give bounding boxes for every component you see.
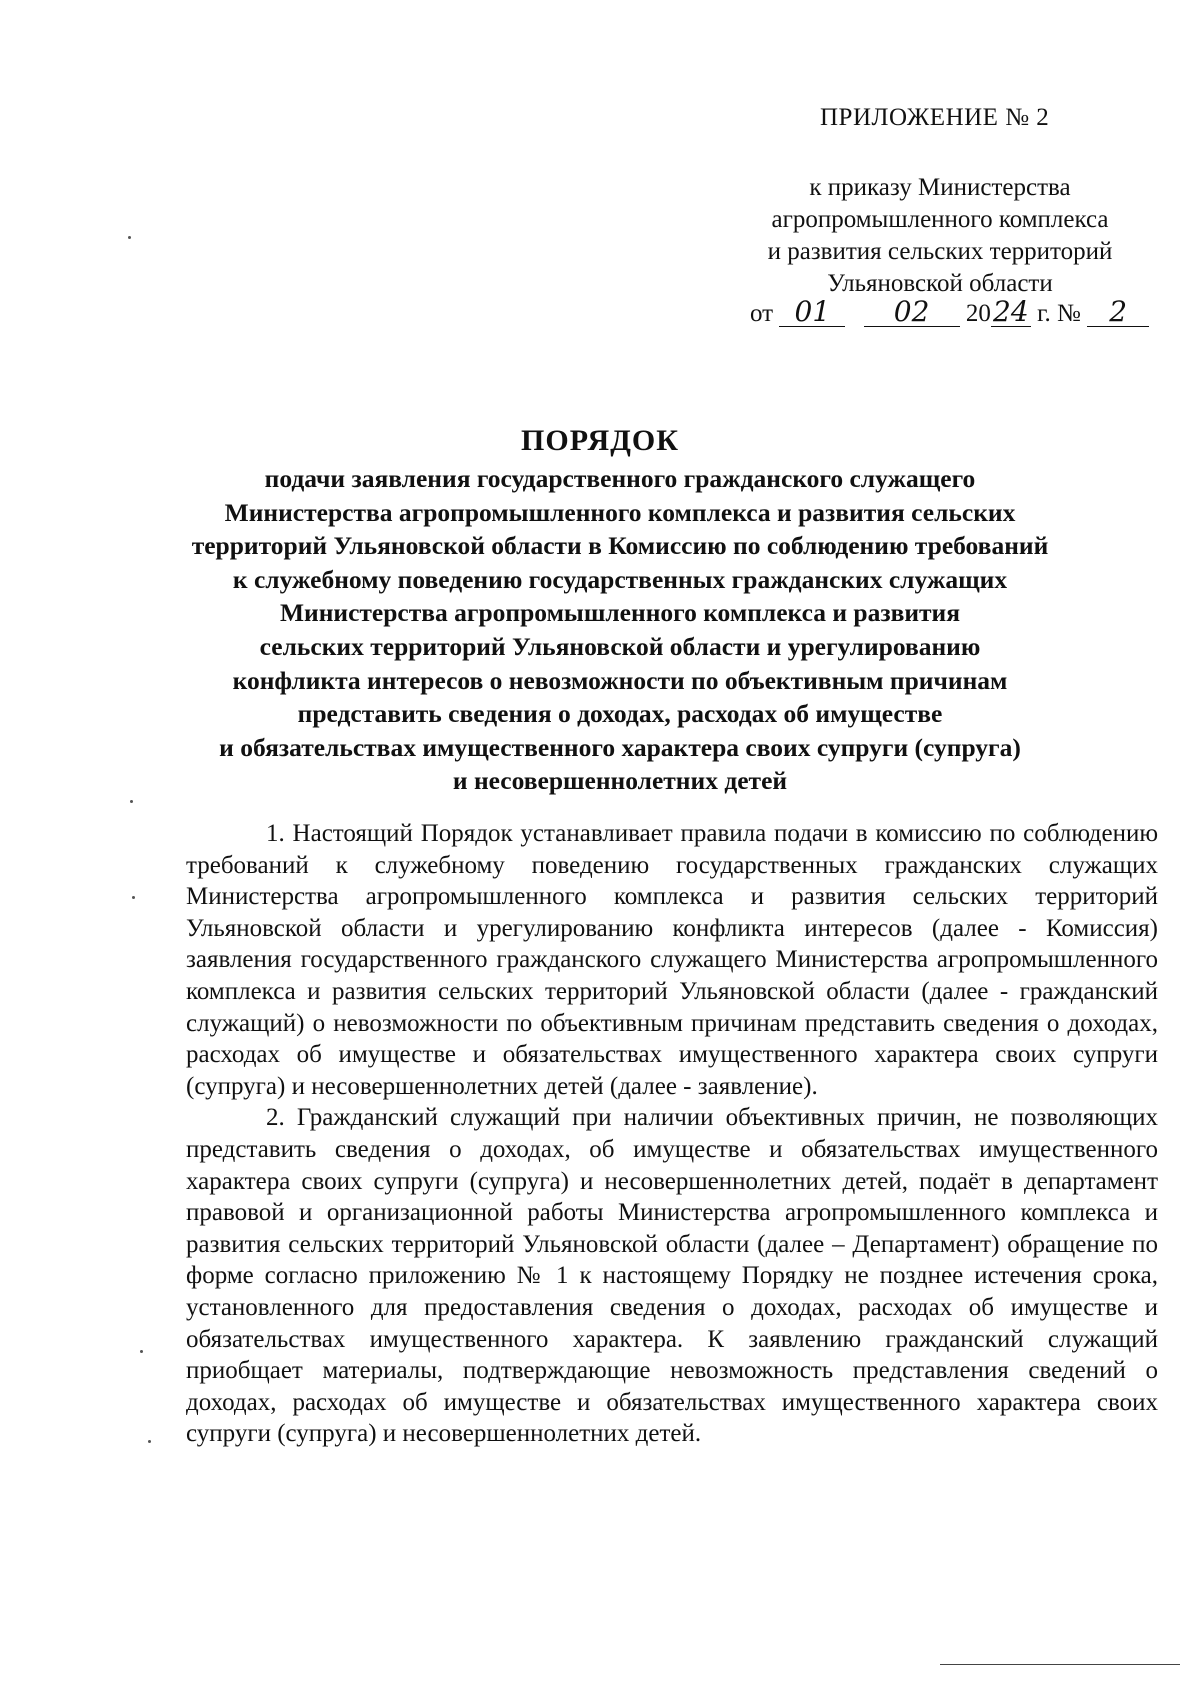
- scan-speck: [140, 1350, 143, 1353]
- appendix-line: агропромышленного комплекса: [771, 206, 1109, 233]
- year-prefix: 20: [965, 300, 991, 327]
- subtitle-line: к служебному поведению государственных гражданских служащих: [232, 564, 1008, 594]
- subtitle-line: Министерства агропромышленного комплекса и развития: [279, 598, 961, 628]
- subtitle-line: и обязательствах имущественного характера своих супруги (супруга): [219, 732, 1021, 762]
- handwritten-month: 02: [864, 298, 960, 327]
- scan-speck: [128, 236, 131, 239]
- document-title: ПОРЯДОК: [521, 424, 679, 457]
- scan-speck: [130, 800, 133, 803]
- bottom-rule: [940, 1664, 1180, 1665]
- appendix-title: ПРИЛОЖЕНИЕ № 2: [820, 104, 1050, 131]
- subtitle-line: представить сведения о доходах, расходах об имуществе: [297, 699, 943, 729]
- paragraph-1: 1. Настоящий Порядок устанавливает правила подачи в комиссию по соблюдению требований к служебному поведению государственных гражданских служащих Министерства агропромышленного комплекса и развития сельских территорий Ульяновской области и урегулированию конфликта интересов (далее - Комиссия) заявления государственного гражданского служащего Министерства агропромышленного комплекса и развития сельских территорий Ульяновской области (далее - гражданский служащий) о невозможности по объективным причинам представить сведения о доходах, расходах об имуществе и обязательствах имущественного характера своих супруги (супруга) и несовершеннолетних детей (далее - заявление).: [186, 820, 1158, 1100]
- number-label: г. №: [1037, 300, 1081, 327]
- order-date-line: [750, 295, 1150, 328]
- document-subtitle: [170, 462, 1070, 798]
- subtitle-line: сельских территорий Ульяновской области и урегулированию: [259, 631, 981, 661]
- subtitle-line: территорий Ульяновской области в Комиссию по соблюдению требований: [191, 531, 1049, 561]
- appendix-line: и развития сельских территорий: [767, 238, 1113, 265]
- handwritten-day: 01: [779, 298, 845, 327]
- handwritten-year: 24: [991, 298, 1031, 327]
- document-body: [186, 818, 1158, 1450]
- paragraph-2: 2. Гражданский служащий при наличии объективных причин, не позволяющих представить сведения о доходах, об имуществе и обязательствах имущественного характера своих супруги (супруга) и несовершеннолетних детей, подаёт в департамент правовой и организационной работы Министерства агропромышленного комплекса и развития сельских территорий Ульяновской области (далее – Департамент) обращение по форме согласно приложению № 1 к настоящему Порядку не позднее истечения срока, установленного для предоставления сведения о доходах, расходах об имуществе и обязательствах имущественного характера. К заявлению гражданский служащий приобщает материалы, подтверждающие невозможность представления сведений о доходах, расходах об имуществе и обязательствах имущественного характера своих супруги (супруга) и несовершеннолетних детей.: [186, 1104, 1158, 1448]
- handwritten-number: 2: [1087, 298, 1149, 327]
- subtitle-line: конфликта интересов о невозможности по объективным причинам: [232, 665, 1008, 695]
- date-prefix: от: [750, 300, 774, 327]
- appendix-line: к приказу Министерства: [809, 174, 1071, 201]
- scan-speck: [132, 896, 135, 899]
- subtitle-line: подачи заявления государственного гражданского служащего: [264, 464, 976, 493]
- subtitle-line: Министерства агропромышленного комплекса и развития сельских: [224, 497, 1016, 527]
- appendix-line: Ульяновской области: [827, 270, 1053, 297]
- scan-speck: [148, 1440, 151, 1443]
- subtitle-line: и несовершеннолетних детей: [452, 766, 788, 796]
- appendix-reference: [740, 172, 1140, 300]
